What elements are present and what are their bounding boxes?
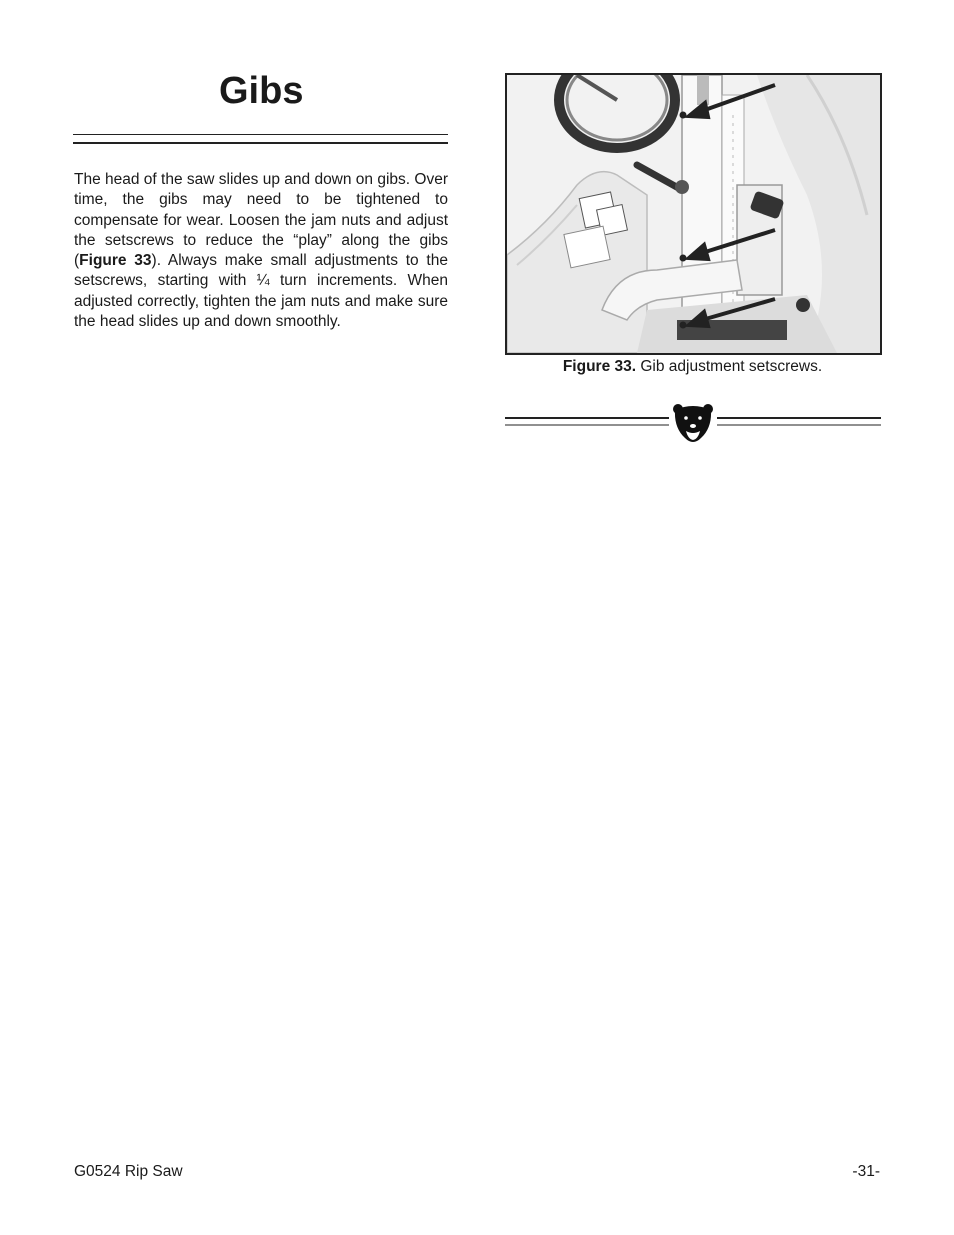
figure-reference: Figure 33 xyxy=(79,252,152,270)
section-title: Gibs xyxy=(219,70,304,112)
body-text-part2: ). Always make small adjustments to the setscrews, starting with ¼ turn increments. When adjusted correctly, tighten the jam nuts and make sure the head slides up and down smoothly. xyxy=(74,252,448,331)
title-rule-thin xyxy=(73,134,448,135)
title-rule-thick xyxy=(73,142,448,144)
body-text-part1: The head of the saw slides up and down on gibs. Over time, the gibs may need to be tightened to compensate for wear. Loosen the jam nuts and adjust the setscrews to reduce the “play” along the gibs ( xyxy=(74,171,448,270)
body-paragraph xyxy=(74,170,448,332)
figure-33-photo xyxy=(505,73,882,355)
section-end-divider xyxy=(505,404,881,448)
figure-label: Figure 33. xyxy=(562,358,637,375)
gib-adjustment-illustration xyxy=(507,75,880,353)
footer-page-number: -31- xyxy=(852,1163,880,1180)
bear-head-icon xyxy=(673,404,713,442)
footer-model: G0524 Rip Saw xyxy=(74,1163,183,1180)
figure-caption xyxy=(505,357,880,377)
figure-caption-text: Gib adjustment setscrews. xyxy=(636,358,823,375)
